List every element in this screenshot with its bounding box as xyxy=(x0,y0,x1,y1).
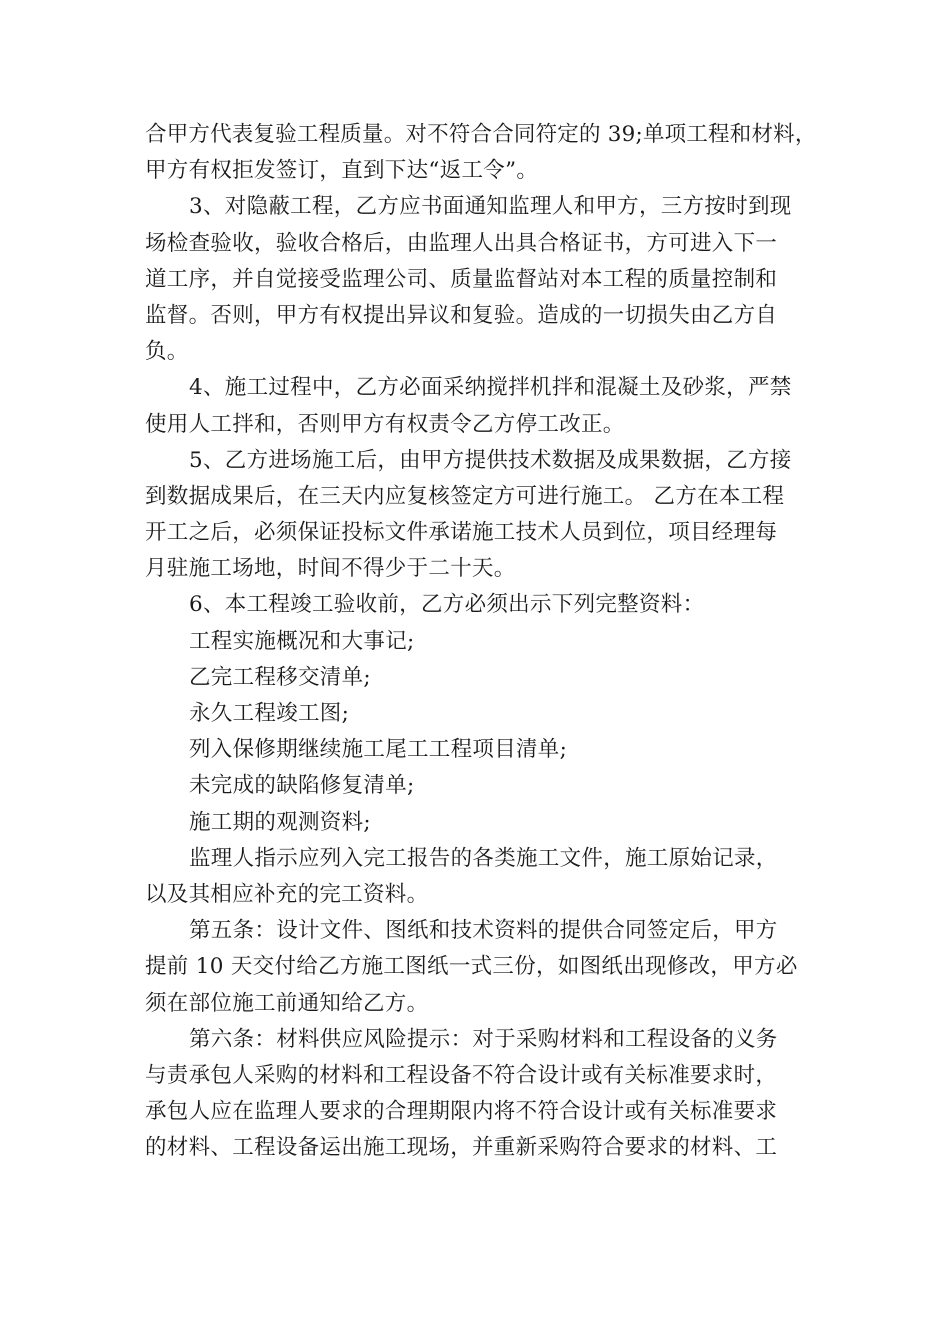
document-body xyxy=(145,117,815,1166)
text-line: 场检查验收，验收合格后，由监理人出具合格证书，方可进入下一 xyxy=(145,230,778,256)
text-line: 施工期的观测资料; xyxy=(189,809,371,835)
text-line: 永久工程竣工图; xyxy=(189,701,350,726)
text-line: 乙完工程移交清单; xyxy=(189,664,371,690)
text-line: 监理人指示应列入完工报告的各类施工文件，施工原始记录， xyxy=(189,845,778,871)
text-line: 工程实施概况和大事记; xyxy=(189,628,415,654)
text-line: 4、施工过程中，乙方必面采纳搅拌机拌和混凝土及砂浆，严禁 xyxy=(189,375,792,401)
text-line: 须在部位施工前通知给乙方。 xyxy=(145,990,429,1016)
text-line: 负。 xyxy=(145,339,189,365)
text-line: 3、对隐蔽工程，乙方应书面通知监理人和甲方，三方按时到现 xyxy=(189,194,792,220)
text-line: 承包人应在监理人要求的合理期限内将不符合设计或有关标准要求 xyxy=(145,1099,778,1125)
text-line: 未完成的缺陷修复清单; xyxy=(189,773,415,799)
text-line: 5、乙方进场施工后，由甲方提供技术数据及成果数据，乙方接 xyxy=(189,447,792,473)
text-line: 使用人工拌和，否则甲方有权责令乙方停工改正。 xyxy=(145,411,625,437)
text-line: 合甲方代表复验工程质量。对不符合合同符定的 39;单项工程和材料， xyxy=(145,122,817,147)
text-line: 以及其相应补充的完工资料。 xyxy=(145,881,429,907)
text-line: 的材料、工程设备运出施工现场，并重新采购符合要求的材料、工 xyxy=(145,1135,778,1161)
text-line: 月驻施工场地，时间不得少于二十天。 xyxy=(145,556,516,582)
text-line: 6、本工程竣工验收前，乙方必须出示下列完整资料： xyxy=(189,592,705,618)
text-line: 监督。否则，甲方有权提出异议和复验。造成的一切损失由乙方自 xyxy=(145,302,778,328)
text-line: 第六条：材料供应风险提示：对于采购材料和工程设备的义务 xyxy=(189,1026,778,1052)
text-line: 与责承包人采购的材料和工程设备不符合设计或有关标准要求时， xyxy=(145,1062,778,1088)
text-line: 列入保修期继续施工尾工工程项目清单; xyxy=(189,737,568,763)
text-line: 开工之后，必须保证投标文件承诺施工技术人员到位，项目经理每 xyxy=(145,520,778,546)
text-line: 道工序，并自觉接受监理公司、质量监督站对本工程的质量控制和 xyxy=(145,266,778,292)
text-line: 提前 10 天交付给乙方施工图纸一式三份，如图纸出现修改，甲方必 xyxy=(145,954,798,980)
text-line: 到数据成果后，在三天内应复核签定方可进行施工。 乙方在本工程 xyxy=(145,483,785,509)
text-line: 第五条：设计文件、图纸和技术资料的提供合同签定后，甲方 xyxy=(189,918,778,944)
text-line: 甲方有权拒发签订，直到下达“返工令”。 xyxy=(145,158,539,184)
